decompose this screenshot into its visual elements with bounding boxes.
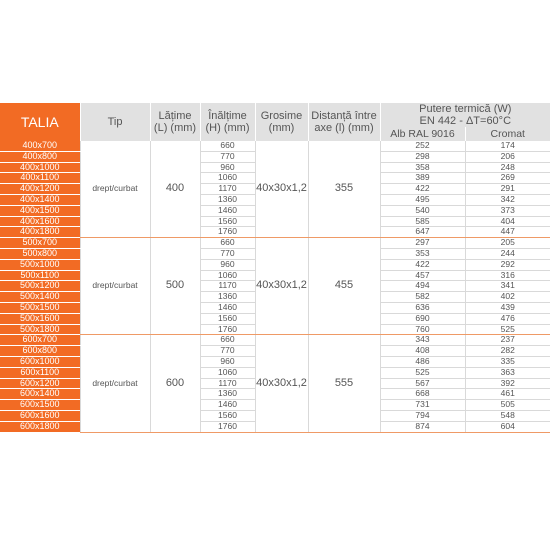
cromat-value-cell: 237	[465, 335, 550, 346]
inaltime-cell: 1060	[200, 173, 255, 184]
cromat-value-cell: 525	[465, 324, 550, 335]
cromat-value-cell: 604	[465, 421, 550, 432]
inaltime-cell: 1760	[200, 324, 255, 335]
header-distanta: Distanță între axe (l) (mm)	[308, 103, 380, 141]
size-cell: 400x1100	[0, 173, 80, 184]
size-cell: 500x1600	[0, 313, 80, 324]
cromat-value-cell: 461	[465, 389, 550, 400]
latime-cell: 500	[150, 238, 200, 335]
alb-value-cell: 731	[380, 400, 465, 411]
alb-value-cell: 794	[380, 410, 465, 421]
cromat-value-cell: 205	[465, 238, 550, 249]
alb-value-cell: 389	[380, 173, 465, 184]
alb-value-cell: 540	[380, 205, 465, 216]
alb-value-cell: 297	[380, 238, 465, 249]
inaltime-cell: 1060	[200, 367, 255, 378]
cromat-value-cell: 476	[465, 313, 550, 324]
size-cell: 600x1600	[0, 410, 80, 421]
latime-cell: 600	[150, 335, 200, 432]
tip-cell: drept/curbat	[80, 141, 150, 238]
inaltime-cell: 1460	[200, 302, 255, 313]
cromat-value-cell: 363	[465, 367, 550, 378]
alb-value-cell: 874	[380, 421, 465, 432]
grosime-cell: 40x30x1,2	[255, 141, 308, 238]
table-row	[0, 141, 550, 151]
cromat-value-cell: 269	[465, 173, 550, 184]
size-cell: 500x1800	[0, 324, 80, 335]
size-cell: 400x800	[0, 151, 80, 162]
size-cell: 400x1400	[0, 194, 80, 205]
cromat-value-cell: 341	[465, 281, 550, 292]
size-cell: 400x700	[0, 141, 80, 151]
tip-cell: drept/curbat	[80, 335, 150, 432]
cromat-value-cell: 292	[465, 259, 550, 270]
header-putere-standard: EN 442 - ΔT=60°C	[419, 114, 512, 127]
cromat-value-cell: 174	[465, 141, 550, 151]
cromat-value-cell: 206	[465, 151, 550, 162]
size-cell: 400x1800	[0, 227, 80, 238]
cromat-value-cell: 548	[465, 410, 550, 421]
header-putere	[380, 103, 550, 127]
inaltime-cell: 1360	[200, 389, 255, 400]
radiator-spec-table	[0, 103, 550, 433]
size-cell: 500x700	[0, 238, 80, 249]
alb-value-cell: 760	[380, 324, 465, 335]
tip-cell: drept/curbat	[80, 238, 150, 335]
latime-cell: 400	[150, 141, 200, 238]
inaltime-cell: 960	[200, 259, 255, 270]
cromat-value-cell: 291	[465, 184, 550, 195]
size-cell: 600x1100	[0, 367, 80, 378]
cromat-value-cell: 244	[465, 248, 550, 259]
inaltime-cell: 1060	[200, 270, 255, 281]
inaltime-cell: 660	[200, 141, 255, 151]
size-cell: 400x1600	[0, 216, 80, 227]
cromat-value-cell: 447	[465, 227, 550, 238]
alb-value-cell: 457	[380, 270, 465, 281]
inaltime-cell: 1170	[200, 378, 255, 389]
alb-value-cell: 298	[380, 151, 465, 162]
alb-value-cell: 422	[380, 184, 465, 195]
header-cromat: Cromat	[465, 127, 550, 141]
alb-value-cell: 343	[380, 335, 465, 346]
alb-value-cell: 422	[380, 259, 465, 270]
inaltime-cell: 770	[200, 248, 255, 259]
inaltime-cell: 660	[200, 238, 255, 249]
size-cell: 600x1400	[0, 389, 80, 400]
inaltime-cell: 1560	[200, 410, 255, 421]
cromat-value-cell: 392	[465, 378, 550, 389]
alb-value-cell: 567	[380, 378, 465, 389]
alb-value-cell: 252	[380, 141, 465, 151]
inaltime-cell: 1360	[200, 292, 255, 303]
alb-value-cell: 495	[380, 194, 465, 205]
cromat-value-cell: 248	[465, 162, 550, 173]
alb-value-cell: 408	[380, 346, 465, 357]
inaltime-cell: 1460	[200, 400, 255, 411]
size-cell: 500x1100	[0, 270, 80, 281]
size-cell: 600x1500	[0, 400, 80, 411]
table-body	[0, 141, 550, 432]
size-cell: 600x1200	[0, 378, 80, 389]
cromat-value-cell: 282	[465, 346, 550, 357]
inaltime-cell: 1460	[200, 205, 255, 216]
alb-value-cell: 668	[380, 389, 465, 400]
cromat-value-cell: 373	[465, 205, 550, 216]
inaltime-cell: 1560	[200, 216, 255, 227]
size-cell: 600x700	[0, 335, 80, 346]
inaltime-cell: 1760	[200, 421, 255, 432]
inaltime-cell: 1560	[200, 313, 255, 324]
inaltime-cell: 960	[200, 356, 255, 367]
table-row	[0, 238, 550, 249]
size-cell: 400x1500	[0, 205, 80, 216]
inaltime-cell: 660	[200, 335, 255, 346]
header-talia: TALIA	[0, 103, 80, 141]
distanta-cell: 455	[308, 238, 380, 335]
cromat-value-cell: 439	[465, 302, 550, 313]
alb-value-cell: 690	[380, 313, 465, 324]
alb-value-cell: 582	[380, 292, 465, 303]
size-cell: 400x1000	[0, 162, 80, 173]
inaltime-cell: 1760	[200, 227, 255, 238]
alb-value-cell: 585	[380, 216, 465, 227]
cromat-value-cell: 402	[465, 292, 550, 303]
cromat-value-cell: 404	[465, 216, 550, 227]
cromat-value-cell: 342	[465, 194, 550, 205]
grosime-cell: 40x30x1,2	[255, 335, 308, 432]
size-cell: 500x1200	[0, 281, 80, 292]
header-grosime: Grosime (mm)	[255, 103, 308, 141]
inaltime-cell: 770	[200, 346, 255, 357]
alb-value-cell: 358	[380, 162, 465, 173]
header-tip: Tip	[80, 103, 150, 141]
distanta-cell: 355	[308, 141, 380, 238]
size-cell: 500x1500	[0, 302, 80, 313]
inaltime-cell: 770	[200, 151, 255, 162]
alb-value-cell: 647	[380, 227, 465, 238]
size-cell: 600x1800	[0, 421, 80, 432]
inaltime-cell: 1360	[200, 194, 255, 205]
table-row	[0, 335, 550, 346]
alb-value-cell: 525	[380, 367, 465, 378]
distanta-cell: 555	[308, 335, 380, 432]
alb-value-cell: 486	[380, 356, 465, 367]
inaltime-cell: 960	[200, 162, 255, 173]
header-latime: Lățime (L) (mm)	[150, 103, 200, 141]
size-cell: 500x1000	[0, 259, 80, 270]
cromat-value-cell: 335	[465, 356, 550, 367]
alb-value-cell: 636	[380, 302, 465, 313]
cromat-value-cell: 316	[465, 270, 550, 281]
header-inaltime: Înălțime (H) (mm)	[200, 103, 255, 141]
size-cell: 500x1400	[0, 292, 80, 303]
alb-value-cell: 353	[380, 248, 465, 259]
header-alb: Alb RAL 9016	[380, 127, 465, 141]
cromat-value-cell: 505	[465, 400, 550, 411]
inaltime-cell: 1170	[200, 281, 255, 292]
size-cell: 500x800	[0, 248, 80, 259]
size-cell: 600x1000	[0, 356, 80, 367]
header-putere-title: Putere termică (W)	[419, 103, 512, 115]
size-cell: 400x1200	[0, 184, 80, 195]
inaltime-cell: 1170	[200, 184, 255, 195]
size-cell: 600x800	[0, 346, 80, 357]
alb-value-cell: 494	[380, 281, 465, 292]
grosime-cell: 40x30x1,2	[255, 238, 308, 335]
